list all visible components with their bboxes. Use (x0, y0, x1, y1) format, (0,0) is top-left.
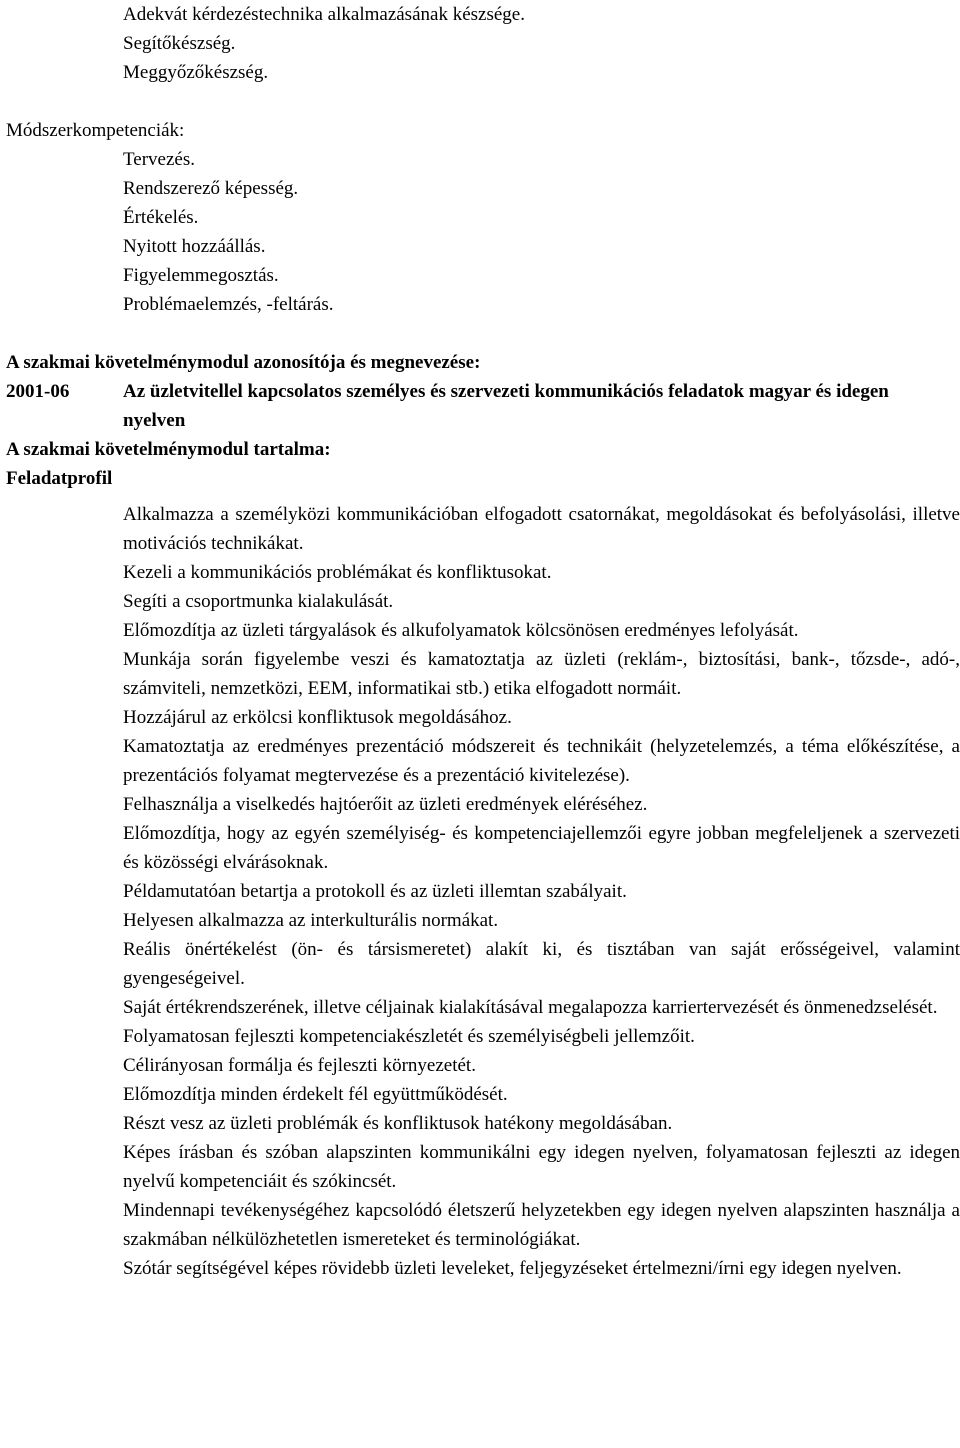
list-item: Nyitott hozzáállás. (123, 236, 266, 257)
task-item: Előmozdítja minden érdekelt fél együttműködését. (123, 1084, 508, 1105)
task-list (123, 500, 960, 1283)
task-item: Előmozdítja az üzleti tárgyalások és alkufolyamatok kölcsönösen eredményes lefolyását. (123, 620, 799, 641)
task-item: Saját értékrendszerének, illetve céljainak kialakításával megalapozza karriertervezését és önmenedzselését. (123, 997, 938, 1018)
list-item: Tervezés. (123, 149, 195, 170)
list-item: Értékelés. (123, 207, 199, 228)
task-item: Munkája során figyelembe veszi és kamatoztatja az üzleti (reklám-, biztosítási, bank-, tőzsde-, adó-, számviteli, nemzetközi, EEM, informatikai stb.) etika elfogadott normáit. (123, 649, 960, 699)
list-item: Adekvát kérdezéstechnika alkalmazásának készsége. (123, 4, 525, 25)
list-item: Meggyőzőkészség. (123, 62, 269, 83)
list-item: Problémaelemzés, -feltárás. (123, 294, 334, 315)
task-item: Folyamatosan fejleszti kompetenciakészletét és személyiségbeli jellemzőit. (123, 1026, 695, 1047)
module-code: 2001-06 (6, 381, 70, 402)
module-title: Az üzletvitellel kapcsolatos személyes és szervezeti kommunikációs feladatok magyar és idegen nyelven (123, 381, 889, 431)
spacer (6, 319, 960, 348)
list-item: Rendszerező képesség. (123, 178, 299, 199)
task-item: Felhasználja a viselkedés hajtóerőit az üzleti eredmények eléréséhez. (123, 794, 648, 815)
task-profile-heading: Feladatprofil (6, 468, 113, 489)
task-item: Szótár segítségével képes rövidebb üzleti leveleket, feljegyzéseket értelmezni/írni egy idegen nyelven. (123, 1258, 902, 1279)
task-item: Alkalmazza a személyközi kommunikációban elfogadott csatornákat, megoldásokat és befolyásolási, illetve motivációs technikákat. (123, 504, 960, 554)
method-competence-heading: Módszerkompetenciák: (6, 120, 185, 141)
spacer (6, 87, 960, 116)
module-content-heading: A szakmai követelménymodul tartalma: (6, 439, 331, 460)
task-item: Mindennapi tevékenységéhez kapcsolódó életszerű helyzetekben egy idegen nyelven alapszinten használja a szakmában nélkülözhetetlen ismereteket és terminológiákat. (123, 1200, 960, 1250)
module-id-heading: A szakmai követelménymodul azonosítója és megnevezése: (6, 352, 481, 373)
task-item: Kezeli a kommunikációs problémákat és konfliktusokat. (123, 562, 552, 583)
task-item: Hozzájárul az erkölcsi konfliktusok megoldásához. (123, 707, 512, 728)
list-item: Figyelemmegosztás. (123, 265, 279, 286)
task-item: Képes írásban és szóban alapszinten kommunikálni egy idegen nyelven, folyamatosan fejleszti az idegen nyelvű kompetenciáit és szókincsét. (123, 1142, 960, 1192)
task-item: Helyesen alkalmazza az interkulturális normákat. (123, 910, 499, 931)
task-item: Példamutatóan betartja a protokoll és az üzleti illemtan szabályait. (123, 881, 627, 902)
top-competence-list (123, 0, 960, 87)
task-item: Segíti a csoportmunka kialakulását. (123, 591, 394, 612)
task-item: Reális önértékelést (ön- és társismeretet) alakít ki, és tisztában van saját erősségeivel, valamint gyengeségeivel. (123, 939, 960, 989)
task-item: Kamatoztatja az eredményes prezentáció módszereit és technikáit (helyzetelemzés, a téma előkészítése, a prezentációs folyamat megtervezése és a prezentáció kivitelezése). (123, 736, 960, 786)
task-item: Előmozdítja, hogy az egyén személyiség- és kompetenciajellemzői egyre jobban megfeleljenek a szervezeti és közösségi elvárásoknak. (123, 823, 960, 873)
method-competence-list (123, 145, 960, 319)
list-item: Segítőkészség. (123, 33, 236, 54)
module-code-row (6, 377, 960, 435)
task-item: Részt vesz az üzleti problémák és konfliktusok hatékony megoldásában. (123, 1113, 673, 1134)
task-item: Célirányosan formálja és fejleszti környezetét. (123, 1055, 476, 1076)
